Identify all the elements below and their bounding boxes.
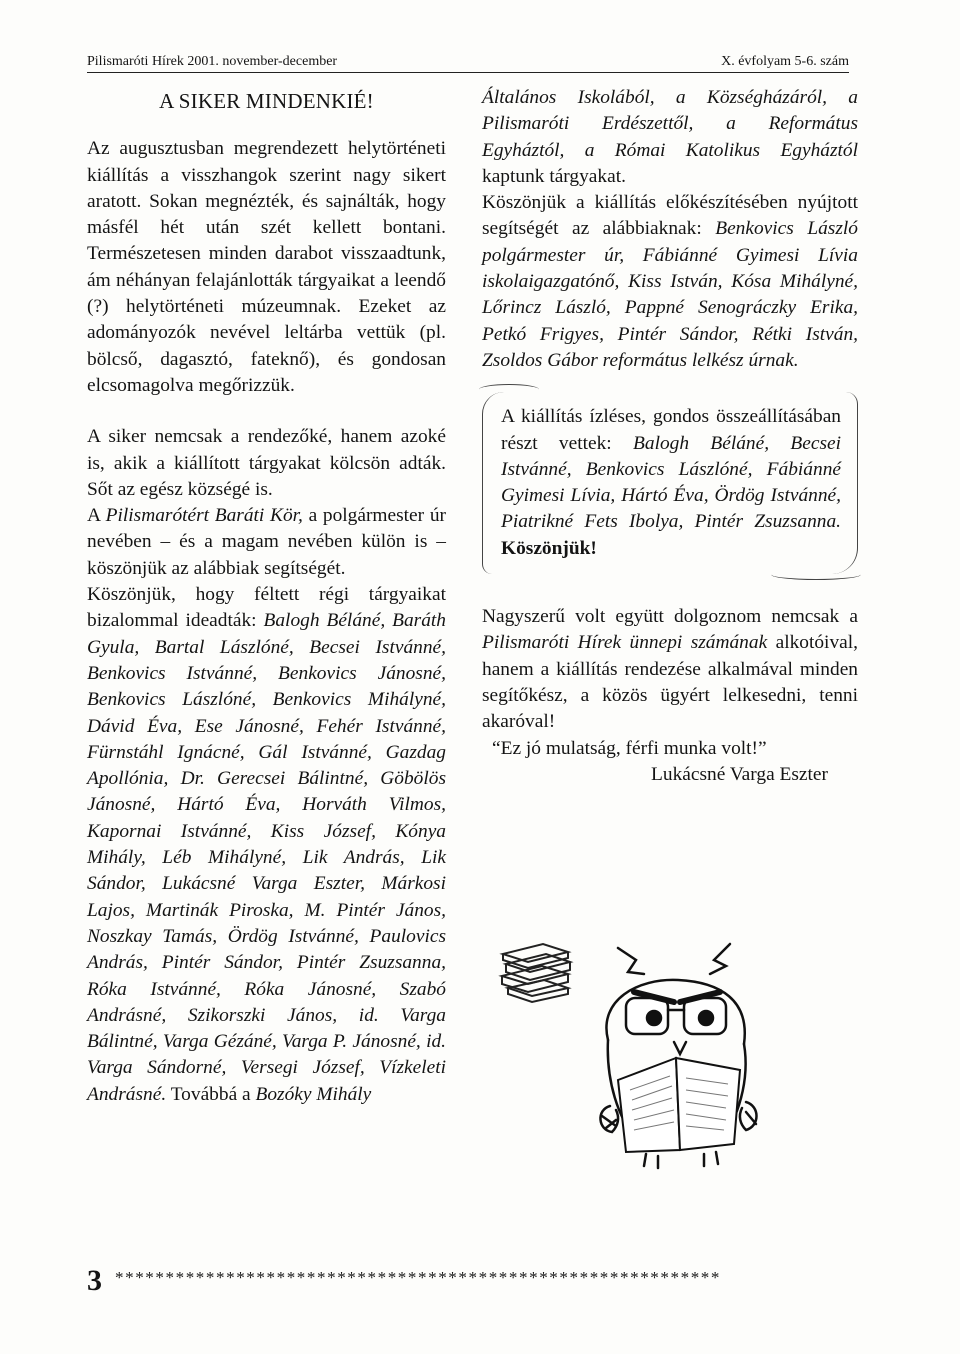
helper-names: Benkovics László polgármester úr, Fábiánné Gyimesi Lívia iskolaigazgatónő, Kiss István, Kósa Mihályné, Lőrincz László, Pappné Senográczky Erika, Petkó Frigyes, Pintér Sándor, Rétki István, Zsoldos Gábor református lelkész úrnak.	[482, 218, 858, 371]
article-title: A SIKER MINDENKIÉ!	[159, 89, 374, 113]
paragraph-helpers: Köszönjük a kiállítás előkészítésében nyújtott segítségét az alábbiaknak: Benkovics László polgármester úr, Fábiánné Gyimesi Lívia iskolaigazgatónő, Kiss István, Kósa Mihályné, Lőrincz László, Pappné Senográczky Erika, Petkó Frigyes, Pintér Sándor, Rétki István, Zsoldos Gábor református lelkész úrnak.	[482, 192, 858, 371]
page-number: 3	[87, 1264, 102, 1297]
lender-names: Balogh Béláné, Baráth Gyula, Bartal Lászlóné, Becsei Istvánné, Benkovics Istvánné, Benkovics Jánosné, Benkovics Lászlóné, Benkovics Mihályné, Dávid Éva, Ese Jánosné, Fehér Istvánné, Fürnstáhl Ignácné, Gál Istvánné, Gazdag Apollónia, Dr. Gerecsei Bálintné, Göbölös Jánosné, Hártó Éva, Horváth Vilmos, Kapornai Istvánné, Kiss József, Kónya Mihály, Léb Mihályné, Lik András, Lik Sándor, Lukácsné Varga Eszter, Márkosi Lajos, Martinák Piroska, M. Pintér János, Noszkay Tamás, Ördög Istvánné, Paulovics András, Pintér Sándor, Pintér Zsuzsanna, Róka Istvánné, Róka Jánosné, Szabó Andrásné, Szikorszki János, id. Varga Bálintné, Varga Gézáné, Varga P. Jánosné, id. Varga Sándorné, Versegi József, Vízkeleti Andrásné.	[87, 610, 446, 1105]
page-footer	[87, 1264, 887, 1300]
paragraph-institutions: Általános Iskolából, a Községházáról, a Pilismaróti Erdészettől, a Református Egyháztól, a Római Katolikus Egyháztól kaptunk tárgyakat.	[482, 87, 858, 187]
paragraph-thanks-intro: A Pilismarótért Baráti Kör, a polgármester úr nevében – és a magam nevében külön is – köszönjük az alábbiak segítségét.	[87, 505, 446, 579]
footer-stars-divider: ************************************************************	[115, 1268, 721, 1287]
closing-quote: “Ez jó mulatság, férfi munka volt!”	[492, 737, 767, 759]
thanks-bold: Köszönjük!	[501, 537, 597, 559]
right-column	[482, 85, 858, 788]
paragraph-closing: Nagyszerű volt együtt dolgoznom nemcsak a Pilismaróti Hírek ünnepi számának alkotóival, hanem a kiállítás rendezése alkalmával minden segítőkész, a közös ügyért lelkesedni, tenni akaróval!	[482, 606, 858, 733]
paragraph-intro: Az augusztusban megrendezett helytörténeti kiállítás a visszhangok szerint nagy sikert aratott. Sokan megnézték, és sajnálták, hogy másfél hét után szét kellett bontani. Természetesen minden darabot visszaadtunk, ám néhányan felajánlották tárgyaikat a leendő (?) helytörténeti múzeumnak. Ezeket az adományozók nevével leltárba vettük (pl. bölcső, dagasztó, fateknő), és gondosan elcsomagolva megőrizzük.	[87, 138, 446, 396]
page-header	[87, 52, 849, 73]
stack-of-books-icon	[502, 944, 570, 1002]
organizers-box: A kiállítás ízléses, gondos összeállításában részt vettek: Balogh Béláné, Becsei Istvánné, Benkovics Lászlóné, Fábiánné Gyimesi Lívia, Hártó Éva, Ördög Istvánné, Piatrikné Fets Ibolya, Pintér Zsuzsanna. Köszönjük!	[482, 392, 858, 574]
header-issue: X. évfolyam 5-6. szám	[721, 54, 849, 69]
author-signature: Lukácsné Varga Eszter	[651, 763, 828, 785]
paragraph-lenders: Köszönjük, hogy féltett régi tárgyaikat bizalommal ideadták: Balogh Béláné, Baráth Gyula, Bartal Lászlóné, Becsei Istvánné, Benkovics Istvánné, Benkovics Jánosné, Benkovics Lászlóné, Benkovics Mihályné, Dávid Éva, Ese Jánosné, Fehér Istvánné, Fürnstáhl Ignácné, Gál Istvánné, Gazdag Apollónia, Dr. Gerecsei Bálintné, Göbölös Jánosné, Hártó Éva, Horváth Vilmos, Kapornai Istvánné, Kiss József, Kónya Mihály, Léb Mihályné, Lik András, Lik Sándor, Lukácsné Varga Eszter, Márkosi Lajos, Martinák Piroska, M. Pintér János, Noszkay Tamás, Ördög Istvánné, Paulovics András, Pintér Sándor, Pintér Zsuzsanna, Róka Istvánné, Róka Jánosné, Szabó Andrásné, Szikorszki János, id. Varga Bálintné, Varga Gézáné, Varga P. Jánosné, id. Varga Sándorné, Versegi József, Vízkeleti Andrásné. Továbbá a Bozóky Mihály	[87, 584, 446, 1105]
left-column	[87, 88, 446, 1108]
owl-reading-book-icon	[498, 930, 858, 1170]
header-publication: Pilismaróti Hírek 2001. november-december	[87, 54, 338, 69]
paragraph-success: A siker nemcsak a rendezőké, hanem azoké is, akik a kiállított tárgyakat kölcsön adták. Sőt az egész községé is.	[87, 426, 446, 500]
organizer-names: Balogh Béláné, Becsei Istvánné, Benkovics Lászlóné, Fábiánné Gyimesi Lívia, Hártó Éva, Ördög Istvánné, Piatrikné Fets Ibolya, Pintér Zsuzsanna.	[501, 432, 841, 533]
